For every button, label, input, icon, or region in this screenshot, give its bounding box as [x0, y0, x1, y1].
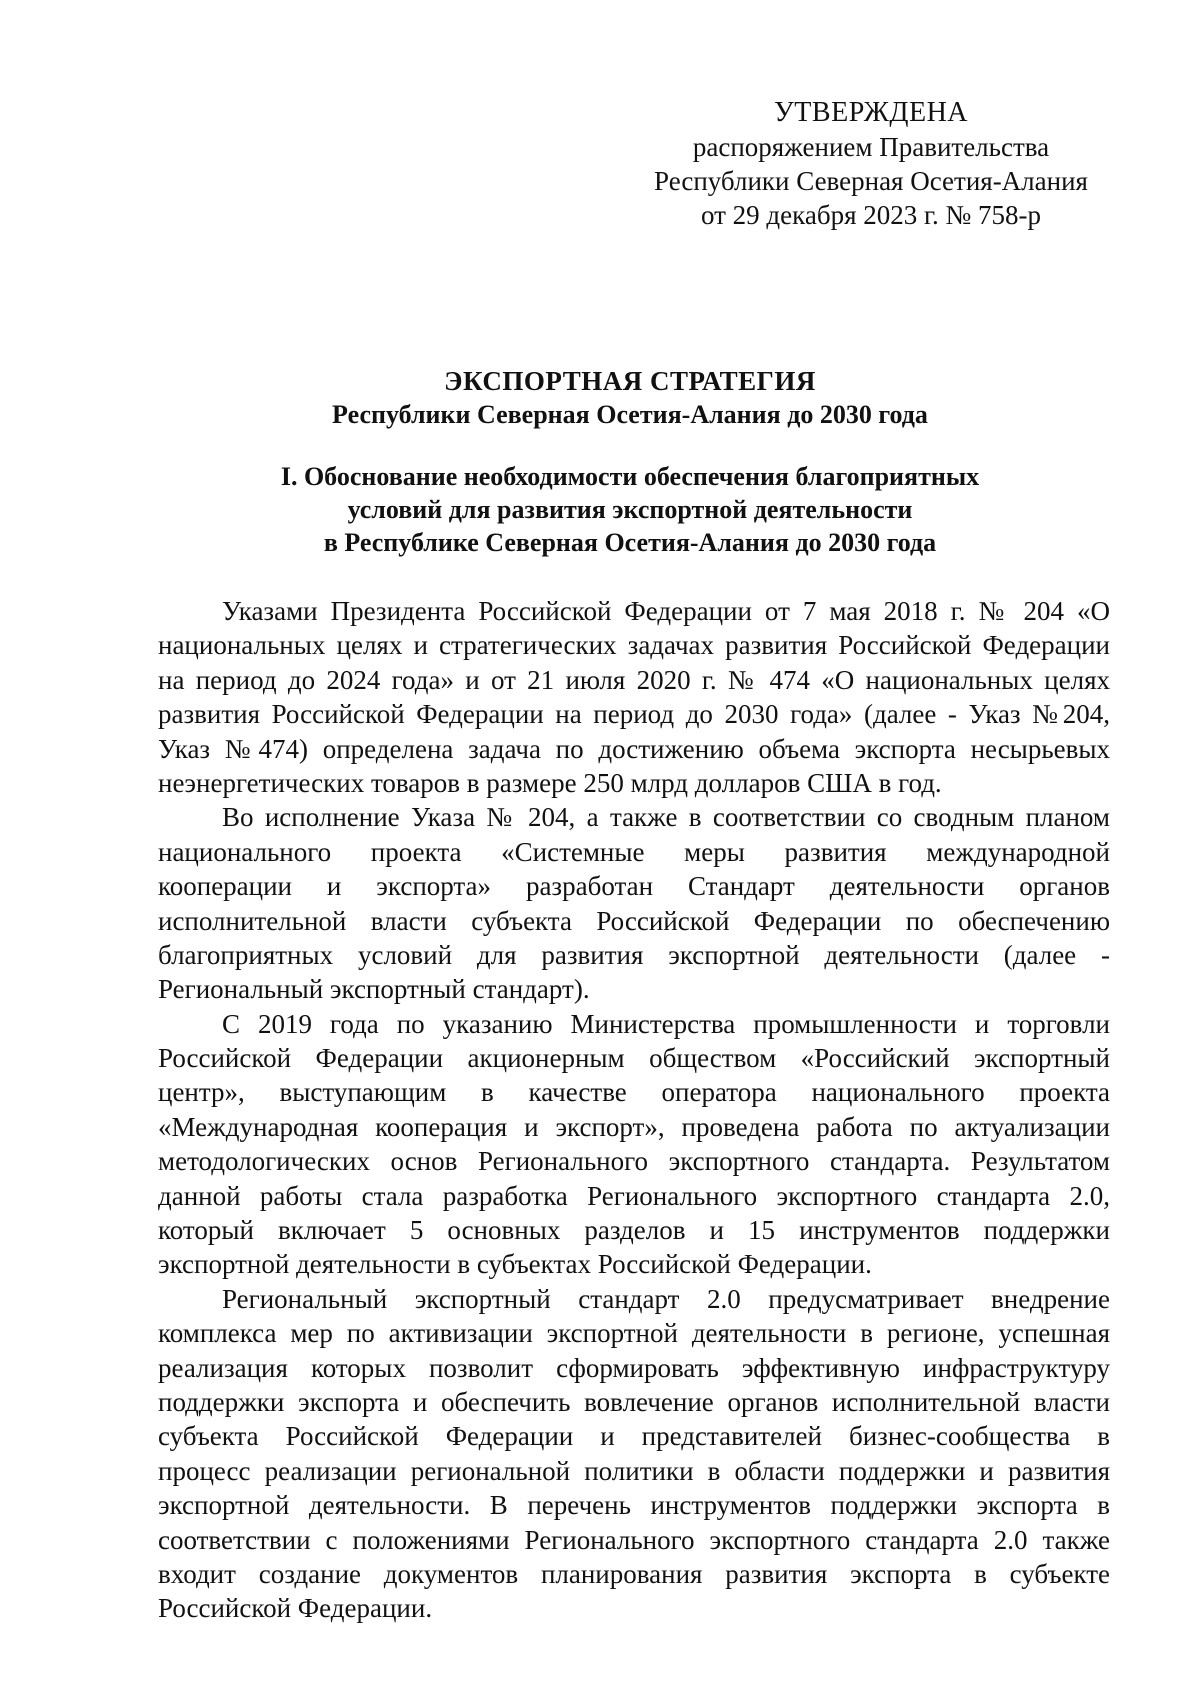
approval-line-2: Республики Северная Осетия-Алания	[654, 166, 1088, 196]
body-line: неэнергетических товаров в размере 250 млрд долларов США в год.	[158, 767, 942, 798]
approval-line-3: от 29 декабря 2023 г. № 758-р	[700, 200, 1042, 230]
body-line: «Международная кооперация и экспорт», проведена работа по актуализации	[158, 1111, 1110, 1142]
body-line: поддержки экспорта и обеспечить вовлечение органов исполнительной власти	[158, 1386, 1110, 1417]
body-line: Указ №474) определена задача по достижению объема экспорта несырьевых	[158, 733, 1110, 764]
body-line: национального проекта «Системные меры развития международной	[158, 836, 1110, 867]
section-heading-line: I. Обоснование необходимости обеспечения благоприятных	[280, 462, 980, 491]
body-line: Российской Федерации.	[158, 1593, 433, 1624]
body-line: развития Российской Федерации на период до 2030 года» (далее - Указ №204,	[158, 699, 1110, 730]
document-title-block	[150, 364, 1110, 432]
body-line: данной работы стала разработка Регионального экспортного стандарта 2.0,	[158, 1180, 1110, 1211]
body-line: Указами Президента Российской Федерации от 7 мая 2018 г. № 204 «О	[222, 596, 1110, 626]
body-line: экспортной деятельности. В перечень инструментов поддержки экспорта в	[158, 1490, 1110, 1521]
body-line: методологических основ Регионального экспортного стандарта. Результатом	[158, 1146, 1110, 1177]
body-line: Во исполнение Указа № 204, а также в соответствии со сводным планом	[222, 802, 1110, 833]
body-line: Региональный экспортный стандарт).	[158, 974, 590, 1005]
document-title: ЭКСПОРТНАЯ СТРАТЕГИЯ	[444, 366, 816, 396]
body-line: экспортной деятельности в субъектах Российской Федерации.	[158, 1249, 872, 1280]
document-subtitle: Республики Северная Осетия-Алания до 2030 года	[332, 400, 928, 429]
body-line: реализация которых позволит сформировать эффективную инфраструктуру	[158, 1352, 1110, 1383]
body-line: соответствии с положениями Регионального экспортного стандарта 2.0 также	[158, 1524, 1110, 1555]
body-line: кооперации и экспорта» разработан Стандарт деятельности органов	[158, 871, 1110, 902]
approval-stamp: УТВЕРЖДЕНА	[773, 97, 969, 128]
body-line: на период до 2024 года» и от 21 июля 2020 г. № 474 «О национальных целях	[158, 664, 1110, 695]
body-line: входит создание документов планирования развития экспорта в субъекте	[158, 1558, 1110, 1589]
approval-block	[636, 96, 1106, 232]
section-heading	[150, 460, 1110, 559]
body-line: комплекса мер по активизации экспортной деятельности в регионе, успешная	[158, 1318, 1110, 1349]
section-heading-line: в Республике Северная Осетия-Алания до 2030 года	[323, 528, 937, 557]
body-line: национальных целях и стратегических задачах развития Российской Федерации	[158, 630, 1110, 661]
approval-line-1: распоряжением Правительства	[692, 132, 1050, 162]
section-heading-line: условий для развития экспортной деятельности	[347, 495, 913, 524]
body-line: Российской Федерации акционерным обществом «Российский экспортный	[158, 1043, 1110, 1074]
body-line: субъекта Российской Федерации и представителей бизнес-сообщества в	[158, 1421, 1110, 1452]
body-line: С 2019 года по указанию Министерства промышленности и торговли	[222, 1008, 1110, 1039]
body-line: благоприятных условий для развития экспортной деятельности (далее -	[158, 939, 1110, 970]
body-line: Региональный экспортный стандарт 2.0 предусматривает внедрение	[222, 1283, 1110, 1314]
body-line: процесс реализации региональной политики в области поддержки и развития	[158, 1455, 1110, 1486]
body-line: центр», выступающим в качестве оператора национального проекта	[158, 1077, 1110, 1108]
body-line: исполнительной власти субъекта Российской Федерации по обеспечению	[158, 905, 1110, 936]
body-line: который включает 5 основных разделов и 15 инструментов поддержки	[158, 1215, 1110, 1246]
body-text	[158, 594, 1110, 1626]
